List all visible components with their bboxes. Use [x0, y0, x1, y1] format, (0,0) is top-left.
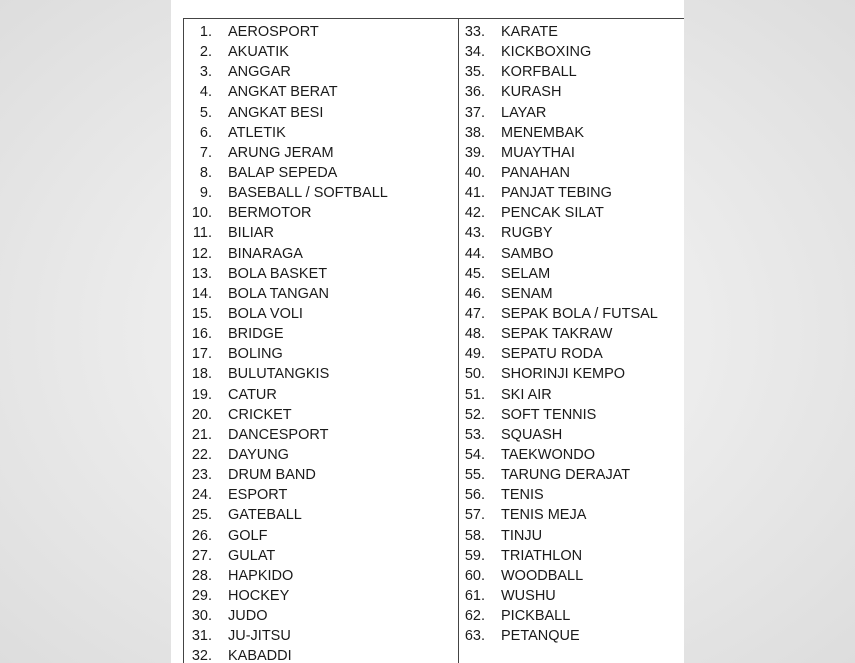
list-item — [459, 22, 684, 42]
item-number: 6. — [199, 124, 212, 141]
item-name: BOLA VOLI — [228, 305, 303, 322]
item-number: 46. — [464, 285, 485, 302]
list-item — [184, 465, 458, 485]
item-number: 27. — [191, 547, 212, 564]
list-item — [184, 626, 458, 646]
item-number: 13. — [191, 265, 212, 282]
list-item — [459, 566, 684, 586]
list-item — [184, 385, 458, 405]
list-item — [459, 445, 684, 465]
item-number: 61. — [464, 587, 485, 604]
item-name: MUAYTHAI — [501, 144, 575, 161]
item-name: JU-JITSU — [228, 628, 291, 645]
item-name: TAEKWONDO — [501, 446, 595, 463]
right-column — [459, 22, 684, 646]
item-name: GULAT — [228, 547, 276, 564]
list-item — [184, 284, 458, 304]
list-item — [459, 485, 684, 505]
item-name: SEPAK TAKRAW — [501, 326, 613, 343]
item-name: BOLA BASKET — [228, 265, 328, 282]
item-name: SEPAK BOLA / FUTSAL — [501, 305, 658, 322]
list-item — [184, 364, 458, 384]
item-name: TRIATHLON — [501, 547, 583, 564]
list-item — [459, 42, 684, 62]
list-item — [184, 505, 458, 525]
list-item — [459, 526, 684, 546]
item-number: 7. — [199, 144, 212, 161]
item-name: DAYUNG — [228, 446, 289, 463]
item-number: 49. — [464, 346, 485, 363]
item-number: 43. — [464, 225, 485, 242]
list-item — [459, 606, 684, 626]
item-number: 63. — [464, 628, 485, 645]
list-item — [459, 364, 684, 384]
list-item — [459, 82, 684, 102]
item-number: 62. — [464, 608, 485, 625]
list-item — [459, 465, 684, 485]
item-number: 24. — [191, 487, 212, 504]
item-number: 33. — [464, 24, 485, 40]
item-number: 59. — [464, 547, 485, 564]
item-number: 54. — [464, 446, 485, 463]
item-number: 22. — [191, 446, 212, 463]
item-number: 31. — [191, 628, 212, 645]
item-number: 10. — [191, 205, 212, 222]
item-name: BINARAGA — [228, 245, 303, 262]
list-item — [184, 183, 458, 203]
item-number: 52. — [464, 406, 485, 423]
item-name: SENAM — [501, 285, 553, 302]
item-name: DANCESPORT — [228, 426, 329, 443]
item-name: JUDO — [228, 608, 268, 625]
list-item — [459, 304, 684, 324]
list-item — [459, 163, 684, 183]
item-name: ESPORT — [228, 487, 288, 504]
item-name: DRUM BAND — [228, 467, 316, 484]
item-number: 48. — [464, 326, 485, 343]
item-name: AEROSPORT — [228, 24, 319, 40]
list-item — [184, 264, 458, 284]
item-number: 47. — [464, 305, 485, 322]
list-item — [184, 62, 458, 82]
list-item — [184, 223, 458, 243]
list-item — [459, 123, 684, 143]
item-number: 57. — [464, 507, 485, 524]
item-number: 26. — [191, 527, 212, 544]
item-number: 12. — [191, 245, 212, 262]
list-item — [184, 646, 458, 663]
list-item — [184, 425, 458, 445]
item-number: 2. — [199, 44, 212, 61]
item-name: PANAHAN — [501, 164, 571, 181]
list-item — [459, 284, 684, 304]
list-item — [184, 22, 458, 42]
item-number: 28. — [191, 567, 212, 584]
item-number: 19. — [191, 386, 212, 403]
list-item — [184, 203, 458, 223]
item-name: SELAM — [501, 265, 551, 282]
list-item — [459, 505, 684, 525]
item-name: WOODBALL — [501, 567, 584, 584]
item-name: SOFT TENNIS — [501, 406, 597, 423]
item-number: 55. — [464, 467, 485, 484]
left-column — [184, 22, 458, 663]
list-item — [184, 445, 458, 465]
item-number: 37. — [464, 104, 485, 121]
item-name: BERMOTOR — [228, 205, 312, 222]
item-name: TINJU — [501, 527, 543, 544]
item-number: 50. — [464, 366, 485, 383]
list-item — [184, 244, 458, 264]
item-number: 58. — [464, 527, 485, 544]
item-name: TENIS MEJA — [501, 507, 587, 524]
document-page — [171, 0, 684, 663]
item-name: WUSHU — [501, 587, 556, 604]
item-number: 44. — [464, 245, 485, 262]
list-item — [184, 82, 458, 102]
list-item — [184, 42, 458, 62]
list-item — [184, 405, 458, 425]
item-name: KABADDI — [228, 648, 292, 663]
list-item — [184, 485, 458, 505]
item-name: GATEBALL — [228, 507, 302, 524]
item-number: 53. — [464, 426, 485, 443]
list-item — [459, 183, 684, 203]
item-name: BALAP SEPEDA — [228, 164, 338, 181]
item-name: ATLETIK — [228, 124, 286, 141]
item-number: 38. — [464, 124, 485, 141]
item-number: 35. — [464, 64, 485, 81]
item-number: 29. — [191, 587, 212, 604]
item-name: LAYAR — [501, 104, 547, 121]
item-name: KICKBOXING — [501, 44, 592, 61]
item-name: BRIDGE — [228, 326, 284, 343]
item-name: KURASH — [501, 84, 562, 101]
item-number: 1. — [199, 24, 212, 40]
item-number: 18. — [191, 366, 212, 383]
list-item — [184, 143, 458, 163]
list-item — [459, 546, 684, 566]
item-name: MENEMBAK — [501, 124, 584, 141]
list-item — [459, 103, 684, 123]
item-number: 16. — [191, 326, 212, 343]
item-name: PENCAK SILAT — [501, 205, 604, 222]
item-number: 25. — [191, 507, 212, 524]
item-number: 20. — [191, 406, 212, 423]
item-name: KORFBALL — [501, 64, 577, 81]
item-name: SQUASH — [501, 426, 563, 443]
item-number: 14. — [191, 285, 212, 302]
item-name: TARUNG DERAJAT — [501, 467, 631, 484]
item-number: 11. — [192, 225, 212, 242]
list-item — [184, 103, 458, 123]
item-number: 39. — [464, 144, 485, 161]
list-item — [184, 606, 458, 626]
list-item — [184, 324, 458, 344]
item-name: RUGBY — [501, 225, 553, 242]
item-number: 17. — [191, 346, 212, 363]
item-name: SKI AIR — [501, 386, 552, 403]
list-item — [459, 425, 684, 445]
list-item — [459, 405, 684, 425]
item-number: 51. — [464, 386, 485, 403]
list-item — [184, 123, 458, 143]
item-name: ANGGAR — [228, 64, 291, 81]
list-item — [459, 244, 684, 264]
item-name: PETANQUE — [501, 628, 580, 645]
item-name: SEPATU RODA — [501, 346, 603, 363]
item-number: 45. — [464, 265, 485, 282]
list-item — [459, 223, 684, 243]
item-name: HAPKIDO — [228, 567, 294, 584]
item-name: SHORINJI KEMPO — [501, 366, 626, 383]
item-number: 56. — [464, 487, 485, 504]
item-name: CATUR — [228, 386, 277, 403]
list-item — [459, 324, 684, 344]
list-item — [459, 344, 684, 364]
item-number: 30. — [191, 608, 212, 625]
list-item — [459, 385, 684, 405]
list-item — [184, 586, 458, 606]
sports-list-table — [183, 18, 684, 663]
item-name: AKUATIK — [228, 44, 289, 61]
list-item — [184, 566, 458, 586]
list-item — [459, 143, 684, 163]
item-name: ANGKAT BESI — [228, 104, 324, 121]
item-number: 21. — [191, 426, 212, 443]
item-number: 40. — [464, 164, 485, 181]
item-number: 32. — [191, 648, 212, 663]
list-item — [459, 203, 684, 223]
item-number: 5. — [199, 104, 212, 121]
item-name: TENIS — [501, 487, 544, 504]
list-item — [184, 304, 458, 324]
item-name: CRICKET — [228, 406, 292, 423]
list-item — [459, 626, 684, 646]
item-number: 36. — [464, 84, 485, 101]
item-number: 34. — [464, 44, 485, 61]
item-name: ARUNG JERAM — [228, 144, 334, 161]
item-name: KARATE — [501, 24, 558, 40]
item-number: 23. — [191, 467, 212, 484]
item-number: 8. — [199, 164, 212, 181]
item-name: PANJAT TEBING — [501, 185, 612, 202]
item-name: BASEBALL / SOFTBALL — [228, 185, 388, 202]
list-item — [459, 62, 684, 82]
list-item — [459, 264, 684, 284]
item-name: BULUTANGKIS — [228, 366, 330, 383]
item-number: 60. — [464, 567, 485, 584]
item-number: 4. — [199, 84, 212, 101]
item-number: 42. — [464, 205, 485, 222]
item-number: 3. — [199, 64, 212, 81]
item-name: HOCKEY — [228, 587, 290, 604]
item-name: PICKBALL — [501, 608, 571, 625]
item-name: BILIAR — [228, 225, 274, 242]
list-item — [459, 586, 684, 606]
list-item — [184, 546, 458, 566]
list-item — [184, 526, 458, 546]
item-number: 41. — [464, 185, 485, 202]
item-number: 9. — [199, 185, 212, 202]
item-name: SAMBO — [501, 245, 554, 262]
item-name: BOLA TANGAN — [228, 285, 329, 302]
list-item — [184, 163, 458, 183]
item-number: 15. — [191, 305, 212, 322]
list-item — [184, 344, 458, 364]
item-name: ANGKAT BERAT — [228, 84, 338, 101]
item-name: BOLING — [228, 346, 283, 363]
item-name: GOLF — [228, 527, 268, 544]
